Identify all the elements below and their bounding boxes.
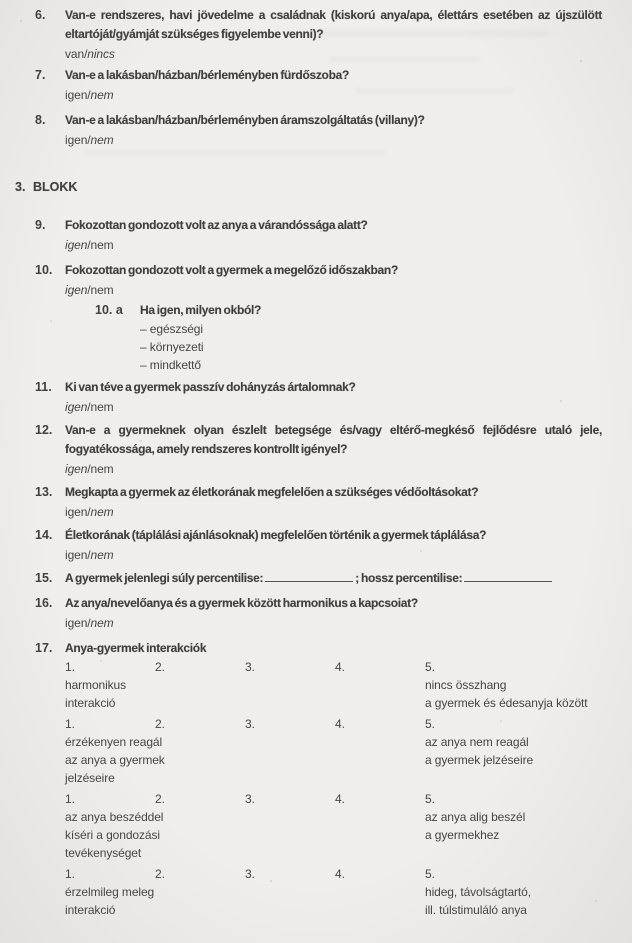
answer-option: igen [65, 133, 88, 147]
question-text: Van-e a lakásban/házban/bérleményben áramszolgáltatás (villany)? [65, 113, 425, 127]
answer-separator: / [84, 47, 88, 61]
scale-texts [65, 676, 602, 712]
scale-right-label [425, 808, 602, 862]
question-text: Ki van téve a gyermek passzív dohányzás ártalomnak? [65, 380, 356, 394]
scale-numbers [65, 715, 602, 733]
scale-left-line: tevékenységet [65, 846, 142, 860]
scale-left-line: az anya a gyermek [65, 753, 165, 767]
answer-options [65, 615, 602, 631]
answer-option: nem [90, 133, 114, 147]
answer-option: nem [90, 548, 114, 562]
scale-right-line: ill. túlstimuláló anya [425, 903, 527, 917]
answer-option: nem [90, 616, 114, 630]
answer-option: igen [65, 616, 88, 630]
answer-options [65, 132, 602, 148]
scale-number: 2. [155, 867, 165, 881]
scale-number: 4. [335, 867, 345, 881]
question-text: Fokozottan gondozott volt a gyermek a megelőző időszakban? [65, 263, 398, 277]
scale-number: 3. [245, 660, 255, 674]
scale-number: 2. [155, 792, 165, 806]
question-text: Az anya/nevelőanya és a gyermek között harmonikus a kapcsoiat? [65, 596, 418, 610]
subquestion-text: Ha igen, milyen okból? [140, 303, 262, 317]
question-row [35, 111, 602, 148]
scale-number: 5. [425, 660, 435, 674]
answer-separator: / [87, 283, 91, 297]
scale-number: 1. [65, 792, 75, 806]
answer-option: van [65, 47, 85, 61]
scale-texts [65, 883, 602, 919]
answer-separator: / [87, 548, 91, 562]
question-body [65, 526, 602, 563]
fill-line [65, 569, 602, 588]
answer-option: igen [65, 283, 88, 297]
scale-number: 4. [335, 717, 345, 731]
scale-number: 2. [155, 660, 165, 674]
scale-number: 4. [335, 660, 345, 674]
scale-left-line: interakció [65, 696, 116, 710]
option-item: – egészségi [140, 322, 203, 336]
question-number: 9. [35, 218, 46, 232]
scale-number: 3. [245, 867, 255, 881]
block-heading-number: 3. [15, 180, 26, 194]
scale-right-line: a gyermek és édesanyja között [425, 696, 588, 710]
answer-option: igen [65, 238, 88, 252]
scale-right-label [425, 676, 602, 712]
scale-texts [65, 808, 602, 862]
scale-right-line: az anya alig beszél [425, 810, 526, 824]
question-text: Megkapta a gyermek az életkorának megfelelően a szükséges védőoltásokat? [65, 485, 479, 499]
answer-separator: / [87, 462, 91, 476]
question-row [35, 639, 602, 658]
option-item: – mindkettő [140, 358, 201, 372]
scale-left-label [65, 883, 425, 919]
answer-separator: / [87, 505, 91, 519]
scale-number: 1. [65, 867, 75, 881]
scale-number: 4. [335, 792, 345, 806]
question-number: 12. [35, 423, 53, 437]
scale-numbers [65, 790, 602, 808]
scale-right-label [425, 733, 602, 787]
answer-separator: / [87, 400, 91, 414]
answer-option: nem [90, 462, 114, 476]
question-row [35, 6, 602, 62]
question-number: 15. [35, 571, 53, 585]
scale-left-line: kíséri a gondozási [65, 828, 160, 842]
scale-number: 2. [155, 717, 165, 731]
answer-options [65, 87, 602, 103]
fill-text: ; hossz percentilise: [355, 571, 463, 585]
block-heading-label: BLOKK [33, 180, 78, 194]
question-body [65, 639, 602, 658]
question-body [65, 261, 602, 298]
question-row [35, 594, 602, 631]
answer-option: nem [90, 283, 114, 297]
answer-option: igen [65, 548, 88, 562]
answer-options [65, 46, 602, 62]
answer-option: nem [90, 88, 114, 102]
fill-text: A gyermek jelenlegi súly percentilise: [65, 571, 264, 585]
scale-left-line: jelzéseire [65, 771, 115, 785]
question-row [35, 569, 602, 588]
question-body [65, 66, 602, 103]
scale-right-label [425, 883, 602, 919]
scale-row [65, 865, 602, 919]
question-body [65, 111, 602, 148]
answer-option: nem [90, 238, 114, 252]
question-number: 14. [35, 528, 53, 542]
scale-right-line: nincs összhang [425, 678, 507, 692]
scale-left-line: harmonikus [65, 678, 127, 692]
subquestion-body [140, 301, 261, 374]
question-row [35, 526, 602, 563]
scale-number: 5. [425, 867, 435, 881]
question-text: Életkorának (táplálási ajánlásoknak) megfelelően történik a gyermek táplálása? [65, 528, 487, 542]
question-text: Van-e a lakásban/házban/bérleményben fürdőszoba? [65, 68, 350, 82]
scale-right-line: az anya nem reagál [425, 735, 529, 749]
question-body [65, 378, 602, 415]
question-row [35, 378, 602, 415]
scale-row [65, 790, 602, 862]
scale-numbers [65, 865, 602, 883]
scale-number: 1. [65, 717, 75, 731]
scale-number: 5. [425, 792, 435, 806]
answer-options [65, 504, 602, 520]
question-body [65, 594, 602, 631]
answer-option: igen [65, 505, 88, 519]
scale-row [65, 715, 602, 787]
answer-separator: / [87, 133, 91, 147]
answer-option: igen [65, 462, 88, 476]
subquestion-row [95, 301, 602, 374]
question-number: 8. [35, 113, 46, 127]
scale-right-line: a gyermekhez [425, 828, 500, 842]
scale-right-line: a gyermek jelzéseire [425, 753, 534, 767]
question-row [35, 483, 602, 520]
scale-left-line: érzelmileg meleg [65, 885, 155, 899]
question-number: 11. [35, 380, 52, 394]
scale-numbers [65, 658, 602, 676]
question-body [65, 569, 602, 588]
question-number: 13. [35, 485, 53, 499]
block-heading [15, 178, 602, 197]
question-row [35, 261, 602, 298]
scale-number: 3. [245, 717, 255, 731]
question-number: 17. [35, 641, 53, 655]
answer-options [65, 237, 602, 253]
answer-option: igen [65, 88, 88, 102]
answer-separator: / [87, 616, 91, 630]
subquestion-number: 10. a [95, 303, 123, 317]
question-row [35, 421, 602, 477]
question-body [65, 6, 602, 62]
answer-separator: / [87, 238, 91, 252]
question-text: Van-e a gyermeknek olyan észlelt betegsége és/vagy eltérő-megkéső fejlődésre utaló jele, fogyatékossága, amely rendszeres kontrollt igényel? [65, 423, 602, 456]
answer-options [65, 547, 602, 563]
fill-blank [265, 569, 353, 582]
question-number: 16. [35, 596, 53, 610]
answer-options [65, 399, 602, 415]
answer-option: nem [90, 400, 114, 414]
answer-options [65, 282, 602, 298]
answer-option: nem [90, 505, 114, 519]
answer-option: nincs [87, 47, 115, 61]
question-body [65, 483, 602, 520]
scale-right-line: hideg, távolságtartó, [425, 885, 531, 899]
question-text: Anya-gyermek interakciók [65, 641, 207, 655]
scale-number: 5. [425, 717, 435, 731]
scale-left-line: érzékenyen reagál [65, 735, 163, 749]
scale-left-label [65, 733, 425, 787]
question-number: 10. [35, 263, 53, 277]
scale-left-label [65, 808, 425, 862]
scale-number: 3. [245, 792, 255, 806]
scale-row [65, 658, 602, 712]
scale-left-label [65, 676, 425, 712]
question-number: 7. [35, 68, 46, 82]
question-body [65, 216, 602, 253]
question-number: 6. [35, 8, 46, 22]
scale-number: 1. [65, 660, 75, 674]
fill-blank [464, 569, 552, 582]
answer-separator: / [87, 88, 91, 102]
question-row [35, 216, 602, 253]
question-text: Fokozottan gondozott volt az anya a várandóssága alatt? [65, 218, 368, 232]
scale-texts [65, 733, 602, 787]
question-body [65, 421, 602, 477]
question-text: Van-e rendszeres, havi jövedelme a családnak (kiskorú anya/apa, élettárs esetében az újszülött eltartóját/gyámját szükséges figyelembe venni)? [65, 8, 602, 41]
scale-left-line: interakció [65, 903, 116, 917]
scale-left-line: az anya beszéddel [65, 810, 164, 824]
answer-option: igen [65, 400, 88, 414]
question-row [35, 66, 602, 103]
option-item: – környezeti [140, 340, 204, 354]
answer-options [65, 461, 602, 477]
